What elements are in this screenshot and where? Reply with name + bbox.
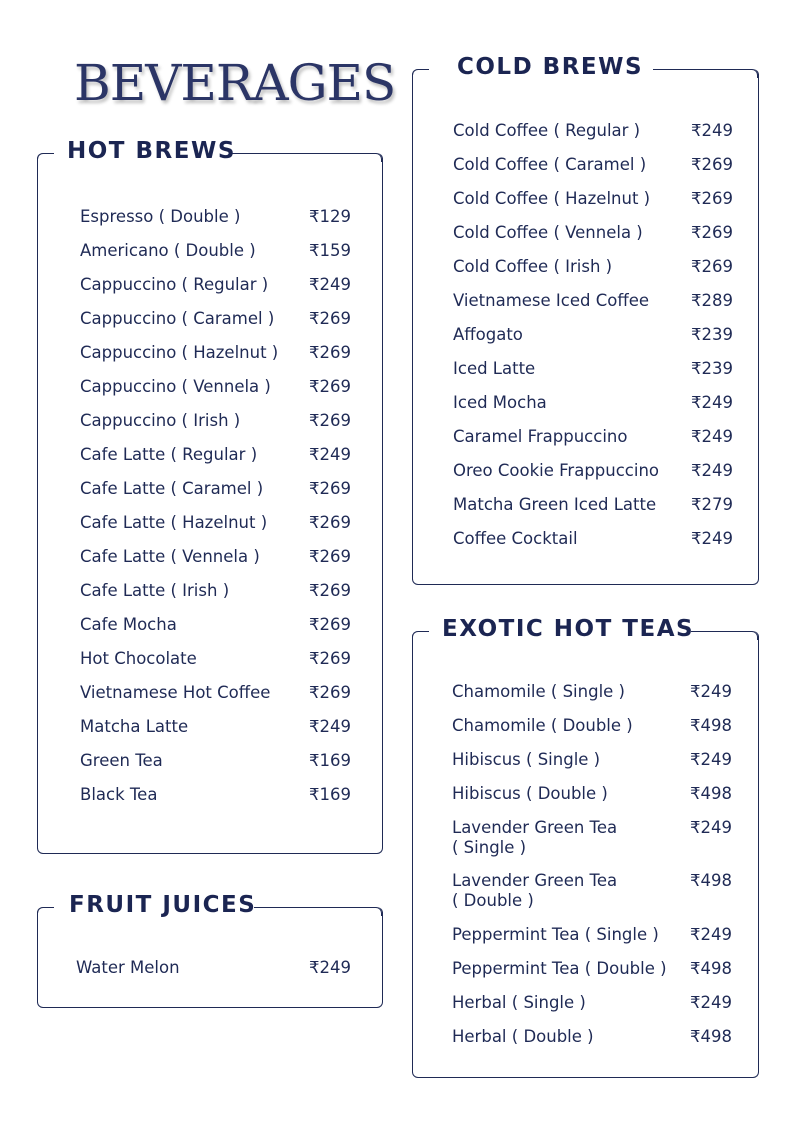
menu-item-name: Americano ( Double ) xyxy=(80,241,256,260)
menu-item-price: ₹289 xyxy=(691,291,733,310)
menu-item-name: Cafe Latte ( Hazelnut ) xyxy=(80,513,268,532)
menu-item-name: Chamomile ( Double ) xyxy=(452,716,633,735)
menu-item-price: ₹269 xyxy=(309,513,351,532)
exotic-teas-corner-right xyxy=(749,631,758,640)
fruit-juices-heading: FRUIT JUICES xyxy=(69,892,257,918)
menu-item-name-line2: ( Double ) xyxy=(452,891,534,910)
menu-item-name: Hot Chocolate xyxy=(80,649,197,668)
menu-item-name: Cafe Latte ( Caramel ) xyxy=(80,479,264,498)
menu-item-price: ₹249 xyxy=(309,717,351,736)
menu-item-price: ₹169 xyxy=(309,751,351,770)
fruit-juices-rule-right xyxy=(254,907,374,908)
menu-item-price: ₹498 xyxy=(690,871,732,890)
menu-item-name: Cold Coffee ( Regular ) xyxy=(453,121,641,140)
page-title: BEVERAGES xyxy=(74,54,396,112)
menu-item-name: Vietnamese Iced Coffee xyxy=(453,291,650,310)
menu-item-name: Lavender Green Tea xyxy=(452,818,618,837)
menu-item-price: ₹249 xyxy=(691,529,733,548)
menu-item-price: ₹498 xyxy=(690,716,732,735)
menu-item-price: ₹269 xyxy=(309,309,351,328)
menu-item-price: ₹249 xyxy=(690,818,732,837)
menu-item-name: Cafe Latte ( Vennela ) xyxy=(80,547,260,566)
menu-item-name: Cafe Mocha xyxy=(80,615,177,634)
cold-brews-rule-left xyxy=(419,69,429,70)
menu-item-name: Black Tea xyxy=(80,785,158,804)
menu-item-price: ₹498 xyxy=(690,1027,732,1046)
menu-item-name: Caramel Frappuccino xyxy=(453,427,628,446)
cold-brews-heading: COLD BREWS xyxy=(457,54,644,80)
menu-item-name: Cappuccino ( Regular ) xyxy=(80,275,269,294)
cold-brews-corner-right xyxy=(749,69,758,78)
menu-item-price: ₹129 xyxy=(309,207,351,226)
menu-item-price: ₹249 xyxy=(690,925,732,944)
menu-item-name: Cappuccino ( Irish ) xyxy=(80,411,241,430)
hot-brews-heading: HOT BREWS xyxy=(67,138,236,164)
menu-item-name: Affogato xyxy=(453,325,523,344)
menu-item-name: Cappuccino ( Hazelnut ) xyxy=(80,343,279,362)
menu-item-name: Cappuccino ( Vennela ) xyxy=(80,377,271,396)
menu-item-name: Matcha Latte xyxy=(80,717,189,736)
exotic-teas-heading: EXOTIC HOT TEAS xyxy=(442,616,695,642)
menu-item-name: Lavender Green Tea xyxy=(452,871,618,890)
menu-item-price: ₹159 xyxy=(309,241,351,260)
menu-item-price: ₹249 xyxy=(690,750,732,769)
exotic-teas-rule-left xyxy=(419,631,429,632)
menu-item-name: Hibiscus ( Double ) xyxy=(452,784,608,803)
fruit-juices-rule-left xyxy=(44,907,54,908)
menu-item-price: ₹279 xyxy=(691,495,733,514)
menu-item-name: Oreo Cookie Frappuccino xyxy=(453,461,660,480)
menu-item-name: Cafe Latte ( Regular ) xyxy=(80,445,258,464)
menu-item-name: Cold Coffee ( Caramel ) xyxy=(453,155,647,174)
exotic-teas-corner-left xyxy=(412,631,421,640)
menu-item-price: ₹239 xyxy=(691,359,733,378)
hot-brews-rule-left xyxy=(44,153,54,154)
menu-item-name-line2: ( Single ) xyxy=(452,838,527,857)
menu-item-price: ₹269 xyxy=(309,683,351,702)
menu-item-price: ₹249 xyxy=(691,121,733,140)
menu-item-price: ₹249 xyxy=(309,958,351,977)
menu-item-price: ₹269 xyxy=(691,189,733,208)
fruit-juices-corner-right xyxy=(373,907,382,916)
menu-item-name: Cold Coffee ( Hazelnut ) xyxy=(453,189,651,208)
menu-item-name: Peppermint Tea ( Single ) xyxy=(452,925,659,944)
menu-item-price: ₹249 xyxy=(691,461,733,480)
menu-item-name: Cafe Latte ( Irish ) xyxy=(80,581,230,600)
menu-item-price: ₹498 xyxy=(690,959,732,978)
menu-item-price: ₹269 xyxy=(691,257,733,276)
menu-item-name: Cappuccino ( Caramel ) xyxy=(80,309,275,328)
menu-item-price: ₹249 xyxy=(691,427,733,446)
menu-item-name: Herbal ( Single ) xyxy=(452,993,586,1012)
menu-item-name: Espresso ( Double ) xyxy=(80,207,241,226)
menu-item-price: ₹269 xyxy=(309,411,351,430)
menu-item-name: Herbal ( Double ) xyxy=(452,1027,594,1046)
menu-item-price: ₹269 xyxy=(691,155,733,174)
menu-item-name: Water Melon xyxy=(76,958,180,977)
menu-item-price: ₹249 xyxy=(690,993,732,1012)
menu-item-price: ₹249 xyxy=(309,445,351,464)
menu-item-price: ₹269 xyxy=(309,615,351,634)
menu-item-name: Iced Latte xyxy=(453,359,536,378)
menu-item-price: ₹249 xyxy=(691,393,733,412)
menu-item-price: ₹269 xyxy=(309,479,351,498)
fruit-juices-corner-left xyxy=(37,907,46,916)
menu-item-name: Iced Mocha xyxy=(453,393,547,412)
menu-item-price: ₹269 xyxy=(691,223,733,242)
menu-item-price: ₹498 xyxy=(690,784,732,803)
hot-brews-corner-right xyxy=(373,153,382,162)
hot-brews-corner-left xyxy=(37,153,46,162)
menu-item-name: Coffee Cocktail xyxy=(453,529,578,548)
menu-item-name: Green Tea xyxy=(80,751,163,770)
menu-item-price: ₹269 xyxy=(309,581,351,600)
menu-item-price: ₹269 xyxy=(309,377,351,396)
menu-item-name: Vietnamese Hot Coffee xyxy=(80,683,271,702)
menu-item-name: Peppermint Tea ( Double ) xyxy=(452,959,667,978)
menu-item-name: Hibiscus ( Single ) xyxy=(452,750,601,769)
menu-item-price: ₹239 xyxy=(691,325,733,344)
cold-brews-rule-right xyxy=(653,69,750,70)
menu-item-name: Cold Coffee ( Vennela ) xyxy=(453,223,643,242)
menu-item-price: ₹269 xyxy=(309,649,351,668)
menu-item-price: ₹249 xyxy=(690,682,732,701)
hot-brews-rule-right xyxy=(232,153,374,154)
menu-item-price: ₹269 xyxy=(309,547,351,566)
menu-item-name: Matcha Green Iced Latte xyxy=(453,495,657,514)
cold-brews-corner-left xyxy=(412,69,421,78)
menu-item-name: Chamomile ( Single ) xyxy=(452,682,625,701)
menu-item-price: ₹249 xyxy=(309,275,351,294)
menu-item-price: ₹169 xyxy=(309,785,351,804)
exotic-teas-rule-right xyxy=(691,631,750,632)
menu-item-name: Cold Coffee ( Irish ) xyxy=(453,257,613,276)
menu-item-price: ₹269 xyxy=(309,343,351,362)
